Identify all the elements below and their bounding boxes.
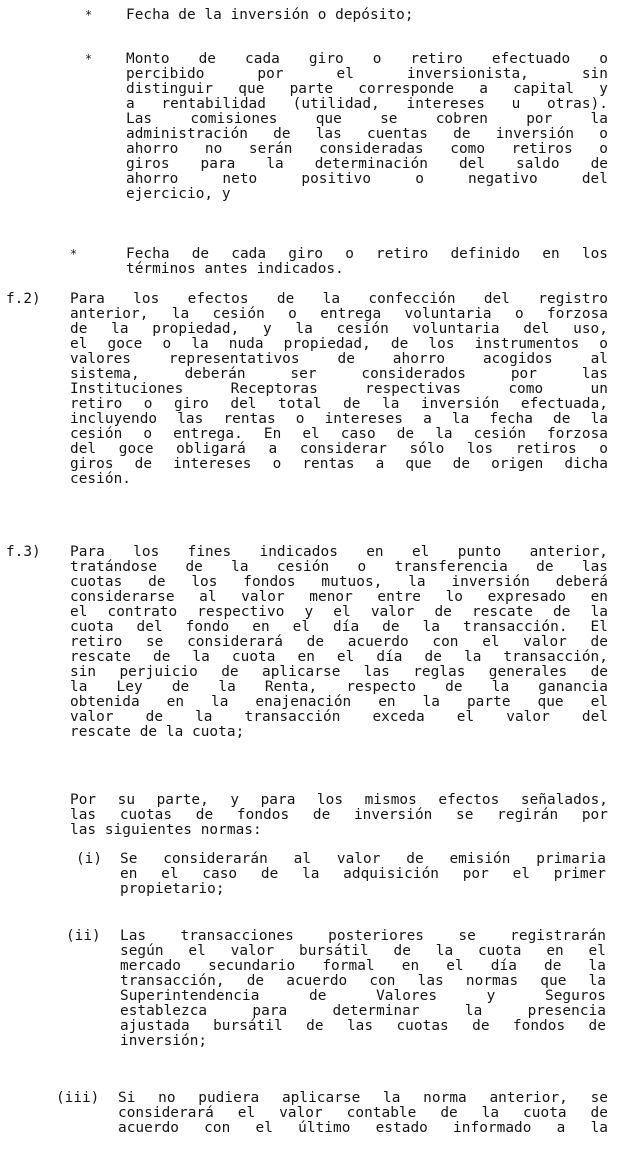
text-line: valores representativos de ahorro acogidos al <box>70 351 608 367</box>
text-line: inversión; <box>120 1033 208 1049</box>
text-line: considerará el valor contable de la cuota de <box>118 1105 608 1121</box>
text-line: retiro o giro del total de la inversión efectuada, <box>70 396 608 412</box>
text-line: valor de la transacción exceda el valor del <box>70 709 608 725</box>
text-line: sin perjuicio de aplicarse las reglas generales de <box>70 664 608 680</box>
text-line: cesión. <box>70 471 131 487</box>
bullet-item-withdrawal-date <box>0 0 630 290</box>
list-item <box>0 545 630 1165</box>
text-line: Monto de cada giro o retiro efectuado o <box>126 51 608 67</box>
item-label: (i) <box>76 851 102 867</box>
section-label: f.3) <box>6 544 41 560</box>
text-line: Las comisiones que se cobren por la <box>126 111 608 127</box>
text-line: giros para la determinación del saldo de <box>126 156 608 172</box>
item-label: (ii) <box>66 928 101 944</box>
text-line: ahorro neto positivo o negativo del <box>126 171 608 187</box>
text-line: anterior, la cesión o entrega voluntaria o forzosa <box>70 306 608 322</box>
text-line: Fecha de la inversión o depósito; <box>126 7 414 23</box>
text-line: propietario; <box>120 881 225 897</box>
text-line: Las transacciones posteriores se registrarán <box>120 928 606 944</box>
text-line: términos antes indicados. <box>126 261 344 277</box>
text-line: Instituciones Receptoras respectivas como un <box>70 381 608 397</box>
text-line: ahorro no serán consideradas como retiros o <box>126 141 608 157</box>
text-line: la Ley de la Renta, respecto de la ganancia <box>70 679 608 695</box>
text-line: cuotas de los fondos mutuos, la inversión deberá <box>70 574 608 590</box>
text-line: transacción, de acuerdo con las normas que la <box>120 973 606 989</box>
text-line: mercado secundario formal en el día de la <box>120 958 606 974</box>
text-line: las siguientes normas: <box>70 822 262 838</box>
text-line: obtenida en la enajenación en la parte que el <box>70 694 608 710</box>
text-line: percibido por el inversionista, sin <box>126 66 608 82</box>
text-line: cesión o entrega. En el caso de la cesión forzosa <box>70 426 608 442</box>
text-line: Para los fines indicados en el punto anterior, <box>70 544 608 560</box>
text-line: rescate de la cuota; <box>70 724 245 740</box>
text-line: las cuotas de fondos de inversión se regirán por <box>70 807 608 823</box>
text-line: cuota del fondo en el día de la transacción. El <box>70 619 608 635</box>
text-line: Para los efectos de la confección del registro <box>70 291 608 307</box>
bullet-marker: * <box>70 247 78 261</box>
text-line: ajustada bursátil de las cuotas de fondos de <box>120 1018 606 1034</box>
text-line: del goce obligará a considerar sólo los retiros o <box>70 441 608 457</box>
text-line: giros de intereses o rentas a que de origen dicha <box>70 456 608 472</box>
section-label: f.2) <box>6 291 41 307</box>
text-line: a rentabilidad (utilidad, intereses u otras). <box>126 96 608 112</box>
text-line: retiro se considerará de acuerdo con el valor de <box>70 634 608 650</box>
text-line: sistema, deberán ser considerados por las <box>70 366 608 382</box>
text-line: el contrato respectivo y el valor de rescate de la <box>70 604 608 620</box>
section-f3 <box>0 545 630 1165</box>
text-line: Superintendencia de Valores y Seguros <box>120 988 606 1004</box>
item-label: (iii) <box>56 1090 100 1106</box>
text-line: rescate de la cuota en el día de la transacción, <box>70 649 608 665</box>
text-line: Fecha de cada giro o retiro definido en los <box>126 246 608 262</box>
text-line: Se considerarán al valor de emisión primaria <box>120 851 606 867</box>
text-line: tratándose de la cesión o transferencia de las <box>70 559 608 575</box>
bullet-marker: * <box>85 52 93 66</box>
text-line: considerarse al valor menor entre lo expresado en <box>70 589 608 605</box>
text-line: Si no pudiera aplicarse la norma anterior, se <box>118 1090 608 1106</box>
text-line: Por su parte, y para los mismos efectos señalados, <box>70 792 608 808</box>
text-line: ejercicio, y <box>126 186 231 202</box>
text-line: el goce o la nuda propiedad, de los instrumentos o <box>70 336 608 352</box>
text-line: en el caso de la adquisición por el primer <box>120 866 606 882</box>
text-line: de la propiedad, y la cesión voluntaria del uso, <box>70 321 608 337</box>
text-line: según el valor bursátil de la cuota en el <box>120 943 606 959</box>
text-line: distinguir que parte corresponde a capital y <box>126 81 608 97</box>
section-f2 <box>0 292 630 527</box>
text-line: incluyendo las rentas o intereses a la fecha de la <box>70 411 608 427</box>
bullet-marker: * <box>85 8 93 22</box>
text-line: administración de las cuentas de inversión o <box>126 126 608 142</box>
text-line: establezca para determinar la presencia <box>120 1003 606 1019</box>
text-line: acuerdo con el último estado informado a la <box>118 1120 608 1136</box>
